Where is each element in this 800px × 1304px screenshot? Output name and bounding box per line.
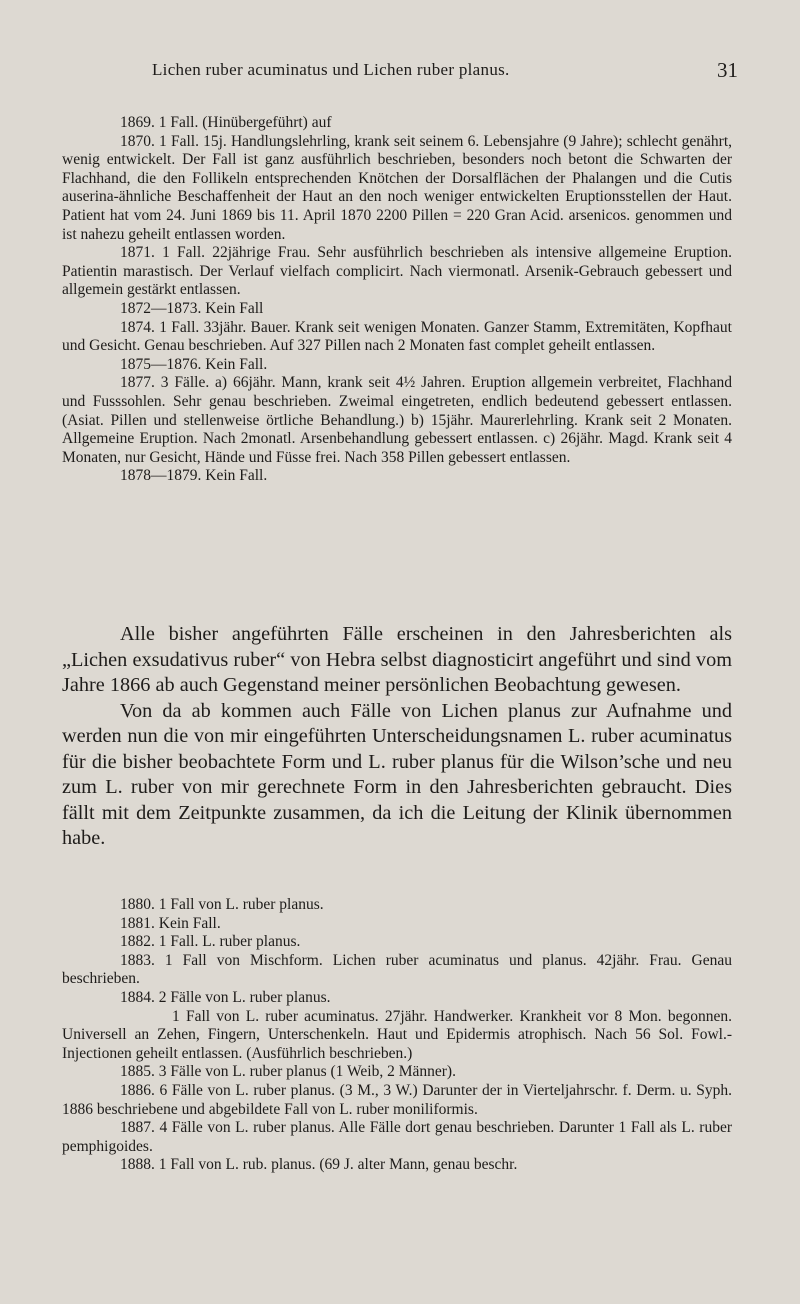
paragraph-1870: 1870. 1 Fall. 15j. Handlungslehrling, krank seit seinem 6. Lebensjahre (9 Jahre); schlecht genährt, wenig entwickelt. Der Fall ist ganz ausführlich beschrieben, besonders noch betont die Schwarten der Flachhand, die den Follikeln entsprechenden Knötchen der Dorsalflächen der Phalangen und die Cutis auserina-ähnliche Beschaffenheit der Haut an den noch weniger entwickelten Eruptionsstellen der Haut. Patient hat vom 24. Juni 1869 bis 11. April 1870 2200 Pillen = 220 Gran Acid. arsenicos. genommen und ist nahezu geheilt entlassen worden.	[62, 132, 732, 243]
page-number: 31	[717, 58, 738, 82]
paragraph-1881: 1881. Kein Fall.	[120, 914, 221, 932]
paragraph-1886: 1886. 6 Fälle von L. ruber planus. (3 M., 3 W.) Darunter der in Vierteljahrschr. f. Derm. u. Syph. 1886 beschriebene und abgebildete Fall von L. ruber moniliformis.	[62, 1081, 732, 1118]
paragraph-1882: 1882. 1 Fall. L. ruber planus.	[120, 933, 301, 951]
paragraph-1872-1873: 1872—1873. Kein Fall	[120, 299, 264, 317]
paragraph-1883: 1883. 1 Fall von Mischform. Lichen ruber acuminatus und planus. 42jähr. Frau. Genau beschrieben.	[62, 951, 732, 988]
paragraph-1871: 1871. 1 Fall. 22jährige Frau. Sehr ausführlich beschrieben als intensive allgemeine Eruption. Patientin marastisch. Der Verlauf vielfach complicirt. Nach viermonatl. Arsenik-Gebrauch gebessert und allgemein gestärkt entlassen.	[62, 244, 732, 299]
paragraph-1880: 1880. 1 Fall von L. ruber planus.	[120, 896, 324, 913]
paragraph-1874: 1874. 1 Fall. 33jähr. Bauer. Krank seit wenigen Monaten. Ganzer Stamm, Extremitäten, Kopfhaut und Gesicht. Genau beschrieben. Auf 327 Pillen nach 2 Monaten fast complet geheilt entlassen.	[62, 318, 732, 355]
paragraph-1869: 1869. 1 Fall. (Hinübergeführt) auf	[120, 114, 332, 131]
running-title: Lichen ruber acuminatus und Lichen ruber planus.	[152, 60, 510, 79]
paragraph-1887: 1887. 4 Fälle von L. ruber planus. Alle Fälle dort genau beschrieben. Darunter 1 Fall als L. ruber pemphigoides.	[62, 1119, 732, 1155]
paragraph-1885: 1885. 3 Fälle von L. ruber planus (1 Weib, 2 Männer).	[120, 1063, 456, 1081]
paragraph-1877: 1877. 3 Fälle. a) 66jähr. Mann, krank seit 4½ Jahren. Eruption allgemein verbreitet, Flachhand und Fusssohlen. Sehr genau beschrieben. Zweimal eingetreten, endlich bedeutend gebessert entlassen. (Asiat. Pillen und stellenweise örtliche Behandlung.) b) 15jähr. Maurerlehrling. Krank seit 2 Monaten. Allgemeine Eruption. Nach 2monatl. Arsenbehandlung gebessert entlassen. c) 26jähr. Magd. Krank seit 4 Monaten, nur Gesicht, Hände und Füsse frei. Nach 358 Pillen gebessert entlassen.	[62, 374, 732, 466]
paragraph-1884-acuminatus: 1 Fall von L. ruber acuminatus. 27jähr. Handwerker. Krankheit vor 8 Mon. begonnen. Universell an Zehen, Fingern, Unterschenkeln. Haut und Epidermis atrophisch. Nach 56 Sol. Fowl.-Injectionen geheilt entlassen. (Ausführlich beschrieben.)	[62, 1007, 732, 1062]
paragraph-1878-1879: 1878—1879. Kein Fall.	[120, 467, 268, 485]
main-text	[62, 622, 732, 852]
case-list-1869-1879	[62, 114, 732, 486]
paragraph-lichen-planus: Von da ab kommen auch Fälle von Lichen planus zur Aufnahme und werden nun die von mir eingeführten Unterscheidungsnamen L. ruber acuminatus für die bisher beobachtete Form und L. ruber planus für die Wilson’sche und neu zum L. ruber von mir gerechnete Form in den Jahresberichten gebraucht. Dies fällt mit dem Zeitpunkte zusammen, da ich die Leitung der Klinik übernommen habe.	[62, 699, 732, 849]
paragraph-1875-1876: 1875—1876. Kein Fall.	[120, 355, 268, 373]
paragraph-jahresberichte: Alle bisher angeführten Fälle erscheinen in den Jahresberichten als „Lichen exsudativus ruber“ von Hebra selbst diagnosticirt angeführt und sind vom Jahre 1866 ab auch Gegenstand meiner persönlichen Beobachtung gewesen.	[62, 623, 732, 696]
page-header	[62, 58, 738, 88]
paragraph-1888: 1888. 1 Fall von L. rub. planus. (69 J. alter Mann, genau beschr.	[120, 1156, 518, 1174]
case-list-1880-1888	[62, 896, 732, 1175]
paragraph-1884: 1884. 2 Fälle von L. ruber planus.	[120, 988, 331, 1006]
